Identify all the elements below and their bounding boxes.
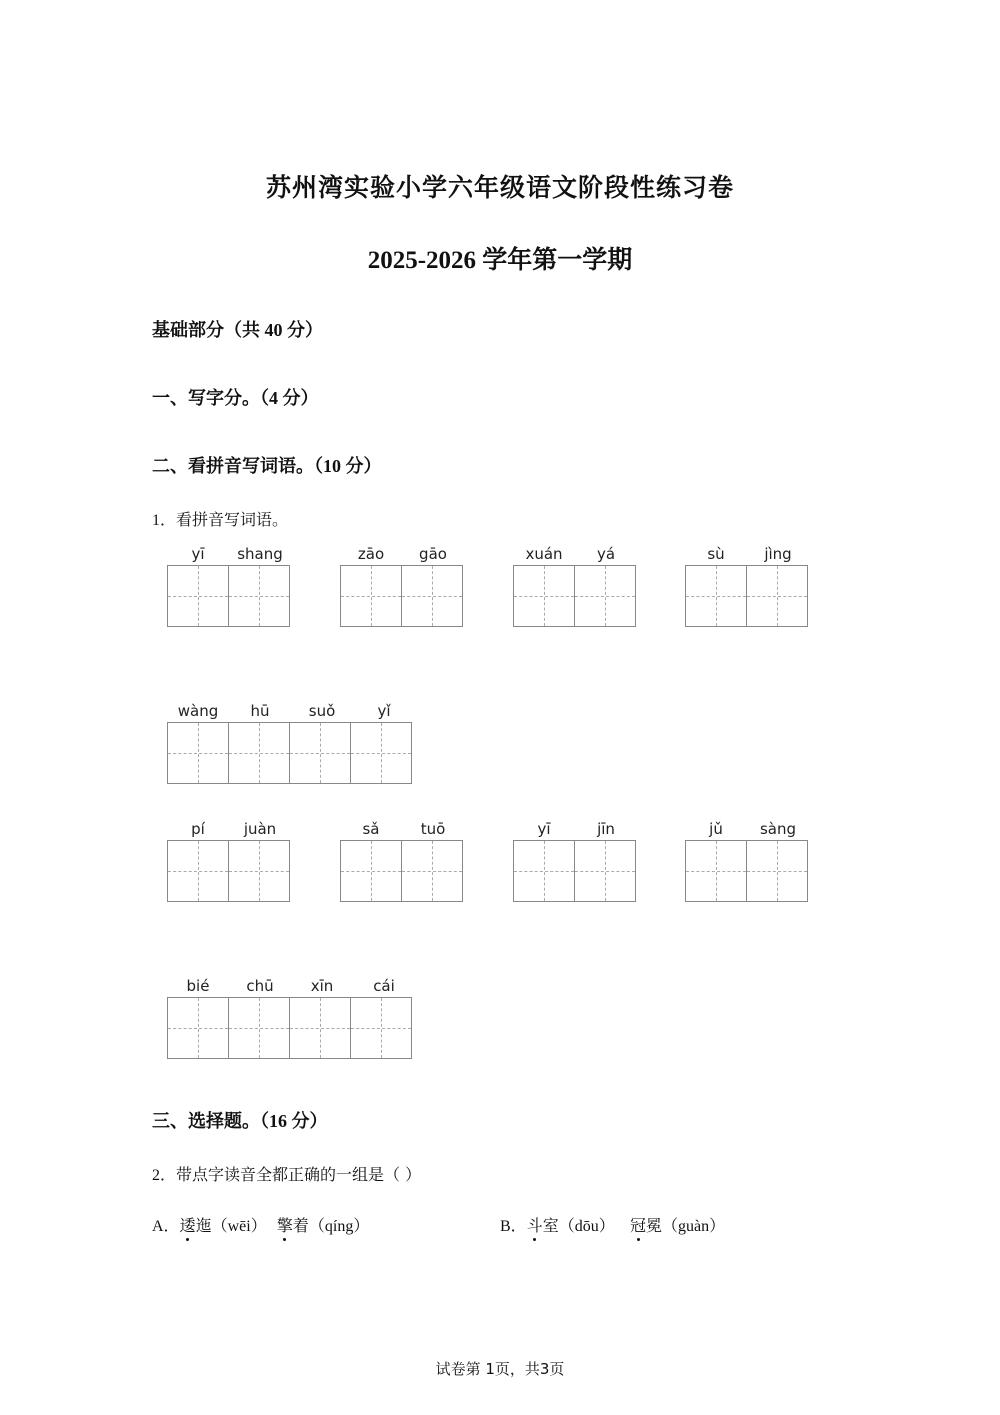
pinyin-label: xuán	[525, 545, 563, 563]
option-b-pinyin-2: （guàn）	[662, 1218, 726, 1235]
writing-box[interactable]	[350, 722, 412, 784]
pinyin-group-6	[167, 818, 291, 902]
basic-part-heading	[152, 316, 323, 342]
question-1	[152, 507, 288, 530]
writing-box[interactable]	[685, 565, 747, 627]
option-b-letter: B．	[500, 1218, 527, 1235]
option-a-pinyin-1: （wēi）	[211, 1218, 267, 1235]
dotted-character: 逶	[180, 1213, 196, 1236]
writing-box[interactable]	[289, 997, 351, 1059]
writing-box[interactable]	[228, 997, 290, 1059]
option-a-letter: A．	[152, 1218, 180, 1235]
pinyin-label: gāo	[419, 545, 447, 563]
writing-box[interactable]	[746, 840, 808, 902]
question-1-number: 1．	[152, 512, 177, 529]
section-1-score: （4 分）	[260, 388, 319, 408]
section-2-score: （10 分）	[314, 456, 382, 476]
pinyin-label: yī	[191, 545, 205, 563]
writing-box[interactable]	[340, 840, 402, 902]
question-2	[152, 1162, 421, 1185]
option-b-pinyin-1: （dōu）	[558, 1218, 615, 1235]
pinyin-label: juàn	[243, 820, 277, 838]
writing-box[interactable]	[340, 565, 402, 627]
section-1-heading	[152, 384, 319, 410]
writing-box[interactable]	[574, 840, 636, 902]
pinyin-group-9	[685, 818, 809, 902]
word-character: 迤	[195, 1216, 212, 1235]
pinyin-label: yī	[537, 820, 551, 838]
option-b[interactable]	[500, 1213, 725, 1236]
word-character: 室	[542, 1216, 559, 1235]
pinyin-group-7	[340, 818, 464, 902]
dotted-character: 冠	[630, 1213, 646, 1236]
question-1-text: 看拼音写词语。	[176, 510, 289, 529]
writing-box[interactable]	[289, 722, 351, 784]
writing-box[interactable]	[167, 722, 229, 784]
basic-part-score: （共 40 分）	[224, 320, 323, 340]
word-character: 冕	[646, 1216, 663, 1235]
pinyin-label: yá	[596, 545, 616, 563]
section-3-heading	[152, 1107, 328, 1133]
writing-box[interactable]	[746, 565, 808, 627]
pinyin-label: bié	[186, 977, 210, 995]
pinyin-label: shang	[237, 545, 283, 563]
page-footer: 试卷第 1页，共3页	[435, 1360, 565, 1378]
pinyin-group-3	[513, 543, 637, 627]
section-2-label: 二、看拼音写词语。	[152, 456, 314, 477]
option-a[interactable]	[152, 1213, 369, 1236]
pinyin-label: chū	[246, 977, 274, 995]
pinyin-label: jìng	[764, 545, 792, 563]
writing-box[interactable]	[401, 565, 463, 627]
pinyin-group-5	[167, 700, 415, 784]
pinyin-label: cái	[373, 977, 395, 995]
writing-box[interactable]	[401, 840, 463, 902]
pinyin-label: suǒ	[308, 702, 336, 720]
pinyin-group-2	[340, 543, 464, 627]
word-character: 着	[292, 1216, 309, 1235]
writing-box[interactable]	[228, 565, 290, 627]
writing-box[interactable]	[574, 565, 636, 627]
writing-box[interactable]	[167, 565, 229, 627]
basic-part-label: 基础部分	[152, 320, 224, 341]
pinyin-group-10	[167, 975, 415, 1059]
dotted-character: 擎	[277, 1213, 293, 1236]
writing-box[interactable]	[513, 565, 575, 627]
section-2-heading	[152, 452, 382, 478]
section-1-label: 一、写字分。	[152, 388, 260, 409]
pinyin-label: hū	[250, 702, 270, 720]
document-title: 苏州湾实验小学六年级语文阶段性练习卷	[265, 173, 734, 202]
pinyin-label: wàng	[177, 702, 219, 720]
writing-box[interactable]	[350, 997, 412, 1059]
writing-box[interactable]	[513, 840, 575, 902]
pinyin-label: yǐ	[377, 702, 391, 720]
section-3-score: （16 分）	[260, 1111, 328, 1131]
pinyin-group-4	[685, 543, 809, 627]
question-2-number: 2．	[152, 1167, 177, 1184]
question-2-text: 带点字读音全都正确的一组是（ ）	[176, 1165, 422, 1184]
section-3-label: 三、选择题。	[152, 1111, 260, 1132]
pinyin-label: sù	[707, 545, 725, 563]
writing-box[interactable]	[167, 997, 229, 1059]
writing-box[interactable]	[228, 722, 290, 784]
pinyin-group-8	[513, 818, 637, 902]
pinyin-label: zāo	[357, 545, 385, 563]
pinyin-label: jīn	[597, 820, 615, 838]
pinyin-label: sǎ	[362, 820, 380, 838]
pinyin-label: sàng	[759, 820, 797, 838]
pinyin-group-1	[167, 543, 291, 627]
document-subtitle: 2025-2026 学年第一学期	[367, 247, 633, 274]
pinyin-label: tuō	[420, 820, 446, 838]
dotted-character: 斗	[527, 1213, 543, 1236]
writing-box[interactable]	[685, 840, 747, 902]
writing-box[interactable]	[167, 840, 229, 902]
pinyin-label: jǔ	[709, 820, 723, 838]
writing-box[interactable]	[228, 840, 290, 902]
option-a-pinyin-2: （qíng）	[308, 1218, 370, 1235]
pinyin-label: pí	[191, 820, 205, 838]
pinyin-label: xīn	[310, 977, 334, 995]
